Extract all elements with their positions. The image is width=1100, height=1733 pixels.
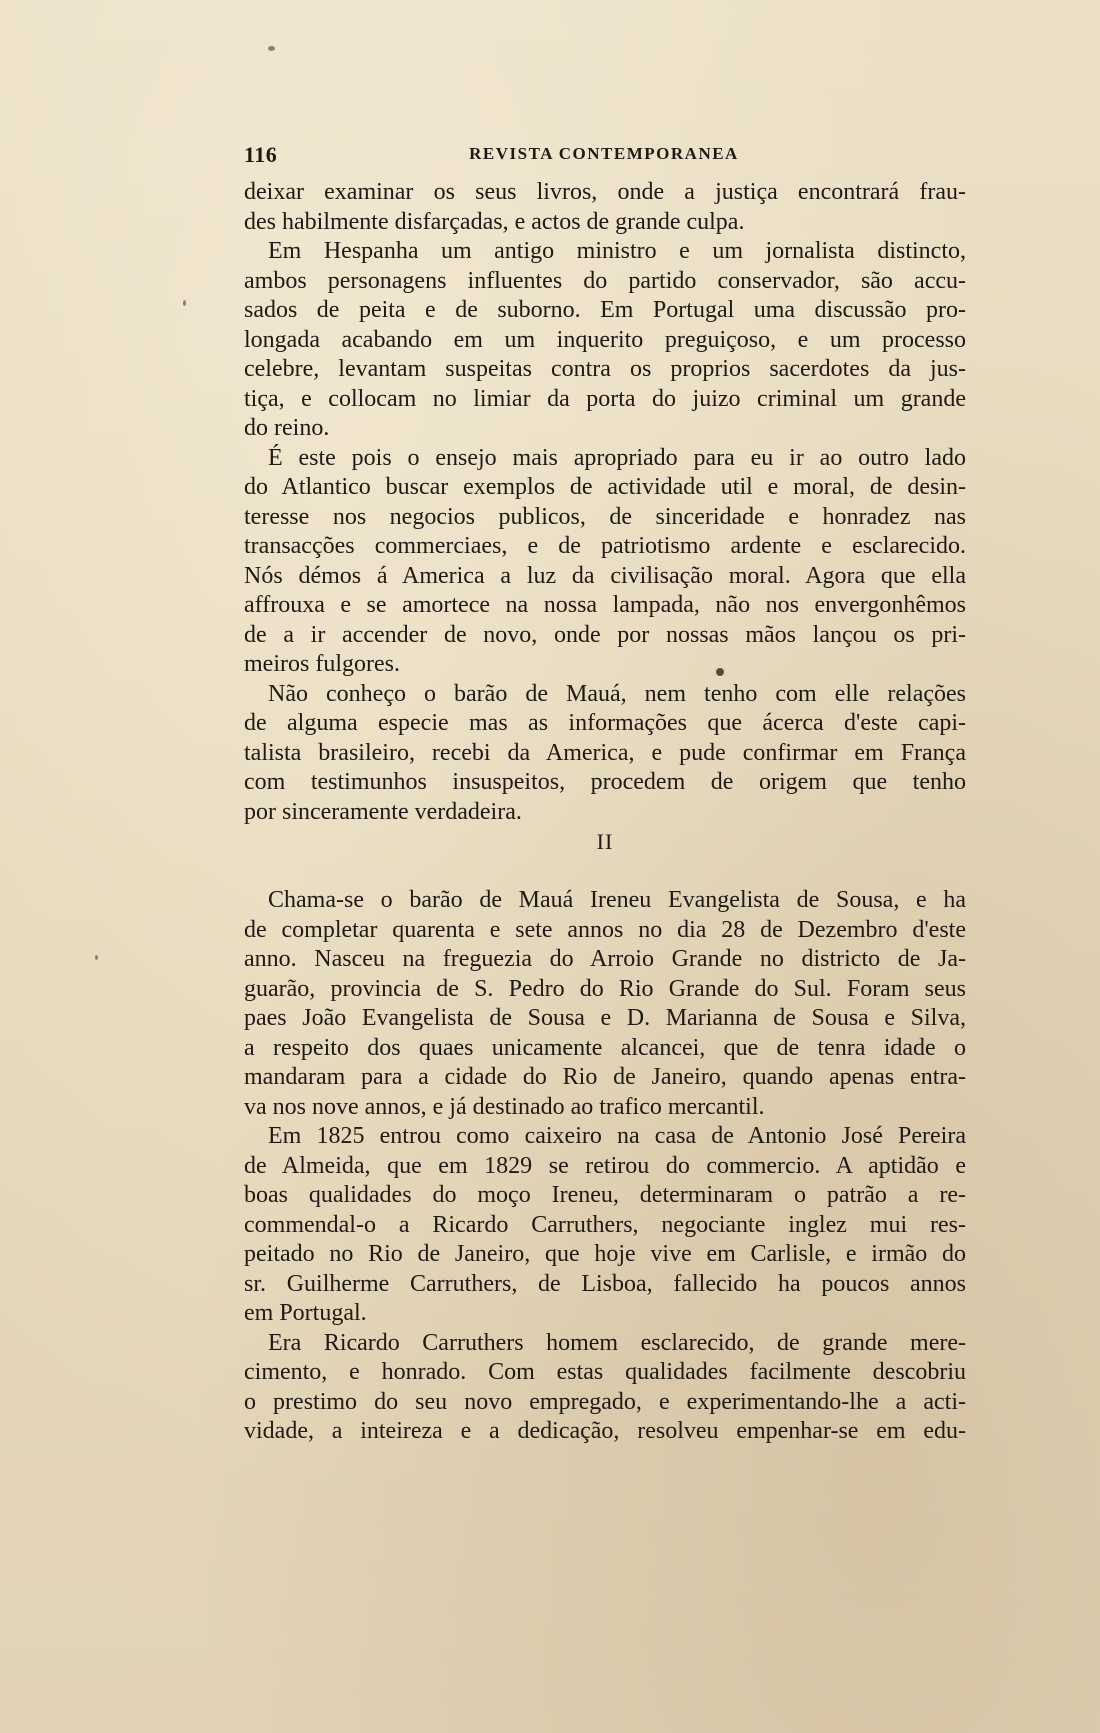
text-line: anno. Nasceu na freguezia do Arroio Grande no districto de Ja- — [244, 946, 966, 972]
text-line: teresse nos negocios publicos, de sinceridade e honradez nas — [244, 503, 966, 530]
text-line: tiça, e collocam no limiar da porta do juizo criminal um grande — [244, 385, 966, 412]
ink-speck — [268, 46, 275, 51]
text-line: de alguma especie mas as informações que ácerca d'este capi- — [244, 710, 966, 736]
text-line: em Portugal. — [244, 1300, 367, 1326]
text-line: ambos personagens influentes do partido conservador, são accu- — [244, 267, 966, 294]
article-body — [244, 178, 966, 1447]
text-line: talista brasileiro, recebi da America, e pude confirmar em França — [244, 739, 966, 766]
text-line: com testimunhos insuspeitos, procedem de origem que tenho — [244, 769, 966, 795]
text-line: É este pois o ensejo mais apropriado para eu ir ao outro lado — [268, 444, 966, 471]
text-line: Em Hespanha um antigo ministro e um jornalista distincto, — [268, 238, 966, 264]
text-line: de completar quarenta e sete annos no dia 28 de Dezembro d'este — [244, 916, 966, 943]
text-line: affrouxa e se amortece na nossa lampada, não nos envergonhêmos — [244, 592, 966, 618]
text-line: commendal-o a Ricardo Carruthers, negociante inglez mui res- — [244, 1211, 966, 1238]
text-line: Em 1825 entrou como caixeiro na casa de Antonio José Pereira — [268, 1123, 966, 1149]
ink-speck — [95, 955, 98, 960]
text-line: sados de peita e de suborno. Em Portugal uma discussão pro- — [244, 297, 966, 323]
page-number: 116 — [244, 142, 278, 167]
text-line: transacções commerciaes, e de patriotismo ardente e esclarecido. — [244, 533, 966, 559]
text-line: guarão, provincia de S. Pedro do Rio Grande do Sul. Foram seus — [244, 975, 966, 1002]
text-line: Era Ricardo Carruthers homem esclarecido, de grande mere- — [268, 1329, 966, 1356]
text-line: peitado no Rio de Janeiro, que hoje vive em Carlisle, e irmão do — [244, 1241, 966, 1267]
text-line: Não conheço o barão de Mauá, nem tenho com elle relações — [268, 680, 966, 707]
text-line: do reino. — [244, 415, 330, 441]
text-line: por sinceramente verdadeira. — [244, 798, 522, 825]
text-line: boas qualidades do moço Ireneu, determinaram o patrão a re- — [244, 1182, 966, 1208]
text-line: va nos nove annos, e já destinado ao trafico mercantil. — [244, 1093, 765, 1120]
section-number: II — [596, 829, 614, 854]
text-line: meiros fulgores. — [244, 651, 400, 677]
text-line: des habilmente disfarçadas, e actos de grande culpa. — [244, 208, 745, 235]
text-line: paes João Evangelista de Sousa e D. Marianna de Sousa e Silva, — [244, 1005, 966, 1031]
text-line: Chama-se o barão de Mauá Ireneu Evangelista de Sousa, e ha — [268, 887, 966, 913]
running-head — [244, 142, 964, 170]
text-line: vidade, a inteireza e a dedicação, resolveu empenhar-se em edu- — [244, 1418, 966, 1444]
text-line: celebre, levantam suspeitas contra os proprios sacerdotes da jus- — [244, 356, 966, 382]
text-line: deixar examinar os seus livros, onde a justiça encontrará frau- — [244, 179, 966, 205]
text-line: a respeito dos quaes unicamente alcancei, que de tenra idade o — [244, 1034, 966, 1061]
text-line: sr. Guilherme Carruthers, de Lisboa, fallecido ha poucos annos — [244, 1270, 966, 1297]
text-line: mandaram para a cidade do Rio de Janeiro, quando apenas entra- — [244, 1064, 966, 1090]
text-line: o prestimo do seu novo empregado, e experimentando-lhe a acti- — [244, 1388, 966, 1415]
text-line: Nós démos á America a luz da civilisação moral. Agora que ella — [244, 562, 966, 589]
text-line: longada acabando em um inquerito preguiçoso, e um processo — [244, 326, 966, 353]
text-line: de a ir accender de novo, onde por nossas mãos lançou os pri- — [244, 621, 966, 648]
text-line: cimento, e honrado. Com estas qualidades facilmente descobriu — [244, 1359, 966, 1385]
journal-title: REVISTA CONTEMPORANEA — [469, 144, 739, 163]
text-line: de Almeida, que em 1829 se retirou do commercio. A aptidão e — [244, 1152, 966, 1179]
text-line: do Atlantico buscar exemplos de actividade util e moral, de desin- — [244, 474, 966, 500]
ink-speck — [183, 300, 186, 306]
